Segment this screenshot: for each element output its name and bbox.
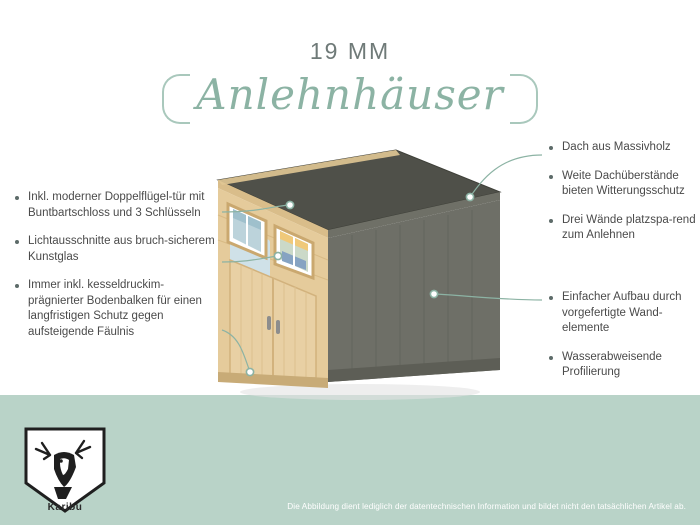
callout-item: Immer inkl. kesseldruckim-prägnierter Bodenbalken für einen langfristigen Schutz gegen aufsteigende Fäulnis [14, 278, 219, 340]
brand-name: Karibu [47, 502, 83, 513]
callout-item: Inkl. moderner Doppelflügel-tür mit Buntbartschloss und 3 Schlüsseln [14, 190, 219, 221]
callout-group-left [14, 190, 219, 340]
callout-item: Dach aus Massivholz [548, 140, 698, 156]
flourish-right-icon [510, 74, 538, 124]
callout-item: Drei Wände platzspa-rend zum Anlehnen [548, 213, 698, 244]
callout-item: Weite Dachüberstände bieten Witterungsschutz [548, 169, 698, 200]
disclaimer-text: Die Abbildung dient lediglich der datentechnischen Information und bildet nicht den tatsächlichen Artikel ab. [287, 502, 686, 511]
callout-item: Einfacher Aufbau durch vorgefertigte Wand-elemente [548, 290, 698, 337]
page-subtitle: 19 MM [309, 38, 391, 64]
brand-logo [20, 425, 110, 515]
page-title-text: Anlehnhäuser [196, 70, 504, 119]
page-title-wrap [0, 68, 700, 125]
product-illustration [200, 120, 520, 410]
callout-item: Wasserabweisende Profilierung [548, 350, 698, 381]
flourish-left-icon [162, 74, 190, 124]
page-title [162, 68, 537, 125]
callout-item: Lichtausschnitte aus bruch-sicherem Kunstglas [14, 234, 219, 265]
callout-group-right-top [548, 140, 698, 244]
callout-group-right-bottom [548, 290, 698, 381]
